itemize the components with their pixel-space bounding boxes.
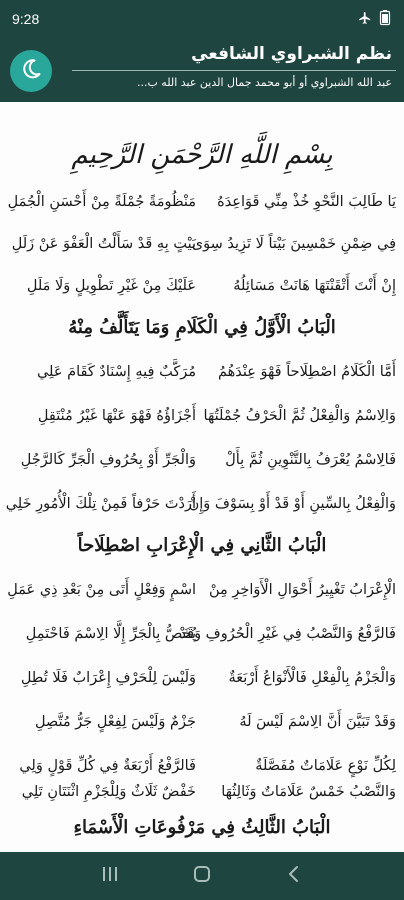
verse-row <box>0 182 404 222</box>
basmala: بِسْمِ اللَّهِ الرَّحْمَنِ الرَّحِيمِ <box>71 140 333 170</box>
back-chevron-icon <box>287 865 301 887</box>
back-button[interactable] <box>280 862 308 890</box>
navigation-bar <box>0 852 404 900</box>
book-title: نظم الشبراوي الشافعي <box>191 44 392 64</box>
verse-row <box>0 570 404 610</box>
verse-first-half: فِي ضِمْنِ خَمْسِينَ بَيْتاً لَا تَزِيدُ سِوَى <box>191 236 396 252</box>
verse-row <box>0 352 404 392</box>
verse-second-half: يُخَصُّ بِالْجَرِّ إِلَّا الِاسْمَ فَاحْتَمِلِ <box>25 626 196 642</box>
status-bar <box>0 0 404 40</box>
verse-first-half: وَالنَّصْبُ خَمْسٌ عَلَامَاتٌ وَثَالِثُهَا <box>221 784 396 800</box>
chapter-heading: الْبَابُ الثَّالِثُ فِي مَرْفُوعَاتِ الْأَسْمَاءِ <box>73 817 331 838</box>
verse-first-half: يَا طَالِبَ النَّحْوِ خُذْ مِنِّي قَوَاعِدَهُ <box>217 194 396 210</box>
verse-first-half: فَالِاسْمُ يُعْرَفُ بِالتَّنْوِينِ ثُمَّ بِأَلْ <box>225 452 396 468</box>
verse-first-half: أَمَّا الْكَلَامُ اصْطِلَاحاً فَهْوَ عِنْدَهُمُ <box>217 364 396 380</box>
home-icon <box>193 865 211 887</box>
verse-second-half: خَفْضٌ ثَلَاثٌ وَلِلْجَزْمِ اثْنَتَانِ تَلِي <box>21 784 196 800</box>
status-icons <box>358 10 390 29</box>
verse-first-half: فَالرَّفْعُ وَالنَّصْبُ فِي غَيْرِ الْحُرُوفِ وَقَدْ <box>179 626 396 642</box>
status-time: 9:28 <box>12 11 40 27</box>
verse-second-half: وَالْجَرِّ أَوْ بِحُرُوفِ الْجَرِّ كَالرَّجُلِ <box>20 452 196 468</box>
airplane-mode-icon <box>358 10 372 29</box>
verse-row <box>0 396 404 436</box>
home-button[interactable] <box>188 862 216 890</box>
verse-second-half: فَالرَّفْعُ أَرْبَعَةٌ فِي كُلِّ قَوْلٍ وَلِي <box>19 758 196 774</box>
verse-second-half: وَلَيْسَ لِلْحَرْفِ إِعْرَابٌ فَلَا تُطِلِ <box>20 670 196 686</box>
verse-second-half: مَنْظُومَةً جُمْلَةً مِنْ أَحْسَنِ الْجُمَلِ <box>7 194 196 210</box>
verse-row <box>0 772 404 812</box>
verse-first-half: وَالْفِعْلُ بِالسِّينِ أَوْ قَدْ أَوْ بِسَوْفَ وَإِنْ <box>188 496 396 512</box>
night-mode-button[interactable] <box>10 50 52 92</box>
recents-button[interactable] <box>96 862 124 890</box>
verse-first-half: وَالْجَزْمُ بِالْفِعْلِ فَالْأَنْوَاعُ أَرْبَعَةٌ <box>228 670 396 686</box>
verse-first-half: إِنْ أَنْتَ أَتْقَنْتَهَا هَانَتْ مَسَائِلُهُ <box>233 278 396 294</box>
verse-first-half: لِكُلِّ نَوْعٍ عَلَامَاتٌ مُفَصَّلَةٌ <box>255 758 396 774</box>
verse-row <box>0 484 404 524</box>
verse-row <box>0 224 404 264</box>
verse-row <box>0 614 404 654</box>
verse-second-half: أَرَدْتَ حَرْفاً فَمِنْ تِلْكَ الْأُمُورِ خَلِي <box>5 496 196 512</box>
verse-second-half: أَجْزَاؤُهُ فَهْوَ عَنْهَا غَيْرُ مُنْتَقِلِ <box>37 408 196 424</box>
verse-row <box>0 266 404 306</box>
verse-second-half: اسْمٍ وَفِعْلٍ أَتَى مِنْ بَعْدِ ذِي عَمَلِ <box>7 582 196 598</box>
verse-first-half: وَقَدْ تَبَيَّنَ أَنَّ الِاسْمَ لَيْسَ لَهُ <box>239 714 396 730</box>
verse-first-half: الْإِعْرَابُ تَغْيِيرُ أَحْوَالِ الْأَوَاخِرِ مِنْ <box>209 582 396 598</box>
header-divider <box>72 70 396 71</box>
verse-row <box>0 658 404 698</box>
book-page[interactable] <box>0 102 404 852</box>
chapter-heading: الْبَابُ الثَّانِي فِي الْإِعْرَابِ اصْطِلَاحاً <box>77 535 327 556</box>
verse-second-half: مُرَكَّبٌ فِيهِ إِسْنَادٌ كَقَامَ عَلِي <box>36 364 196 380</box>
verse-first-half: وَالِاسْمُ وَالْفِعْلُ ثُمَّ الْحَرْفُ جُمْلَتُهَا <box>203 408 396 424</box>
battery-icon <box>380 10 390 29</box>
moon-icon <box>19 57 43 85</box>
chapter-heading: الْبَابُ الْأَوَّلُ فِي الْكَلَامِ وَمَا يَتَأَلَّفُ مِنْهُ <box>68 317 336 338</box>
app-header <box>0 40 404 102</box>
verse-row <box>0 702 404 742</box>
book-author: عبد الله الشبراوي أو أبو محمد جمال الدين عبد الله ب... <box>136 76 392 89</box>
verse-second-half: عَلَيْكَ مِنْ غَيْرِ تَطْوِيلٍ وَلَا مَلَلِ <box>26 278 196 294</box>
verse-second-half: جَزْمٌ وَلَيْسَ لِفِعْلٍ جَرُّ مُتَّصِلِ <box>34 714 196 730</box>
verse-row <box>0 440 404 480</box>
recents-icon <box>101 866 119 886</box>
verse-second-half: بَيْتٍ بِهِ قَدْ سَأَلْتُ الْعَفْوَ عَنْ زَلَلِ <box>11 236 196 252</box>
